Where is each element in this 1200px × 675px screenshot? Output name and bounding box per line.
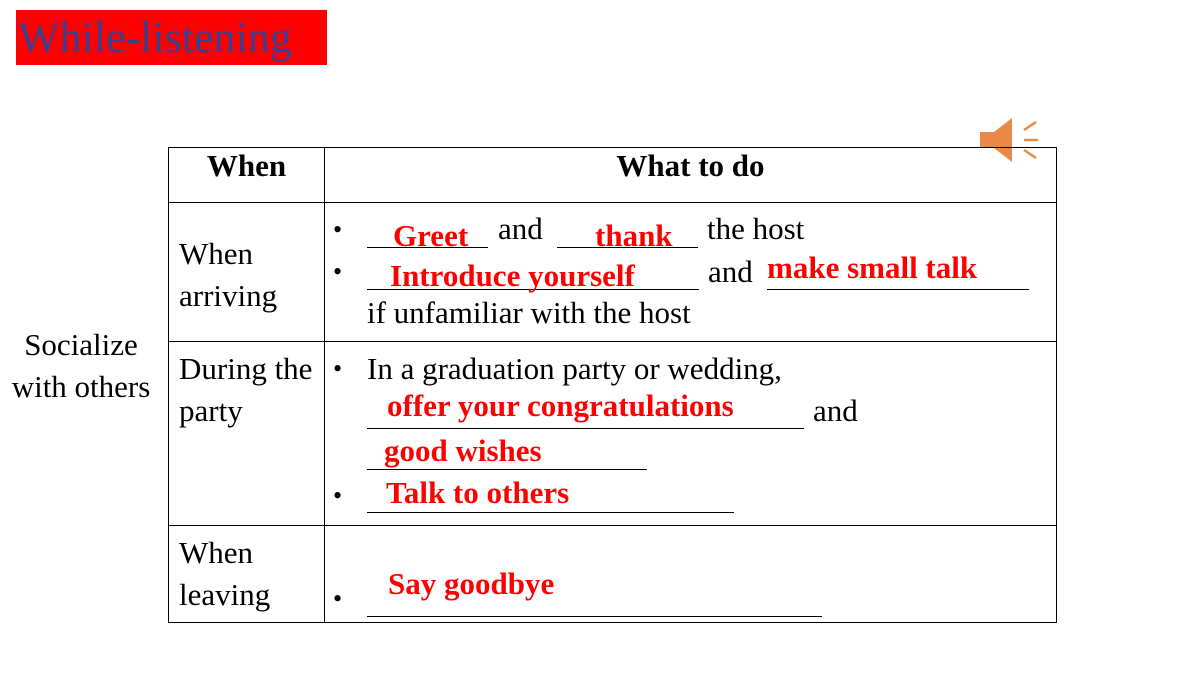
blank-line xyxy=(367,512,734,513)
header-when: When xyxy=(169,148,325,203)
when-label: When leaving xyxy=(179,535,271,612)
answer-greet: Greet xyxy=(393,218,469,253)
answer-introduce-yourself: Introduce yourself xyxy=(390,258,635,293)
bullet: • xyxy=(333,354,343,383)
table-row-during-party xyxy=(169,342,1057,526)
answer-say-goodbye: Say goodbye xyxy=(388,566,555,601)
blank-line xyxy=(367,428,804,429)
blank-line xyxy=(767,289,1029,290)
table-row-arriving xyxy=(169,203,1057,342)
row-group-label: Socialize with others xyxy=(11,327,151,404)
bullet: • xyxy=(333,257,343,286)
blank-line xyxy=(367,616,822,617)
when-label: When arriving xyxy=(179,236,278,313)
when-label: During the party xyxy=(179,351,313,428)
bullet: • xyxy=(333,481,343,510)
answer-good-wishes: good wishes xyxy=(384,433,542,468)
table-row-leaving xyxy=(169,526,1057,623)
text-the-host: the host xyxy=(707,211,805,246)
bullet: • xyxy=(333,215,343,244)
text-graduation-party: In a graduation party or wedding, xyxy=(367,351,782,386)
connector-and: and xyxy=(708,254,753,289)
answer-thank: thank xyxy=(595,218,673,253)
answer-talk-to-others: Talk to others xyxy=(386,475,570,510)
connector-and: and xyxy=(813,393,858,428)
blank-line xyxy=(367,469,647,470)
answer-make-small-talk: make small talk xyxy=(767,250,978,285)
answer-offer-congratulations: offer your congratulations xyxy=(387,388,734,423)
connector-and: and xyxy=(498,211,543,246)
bullet: • xyxy=(333,584,343,613)
activity-table xyxy=(168,147,1057,623)
text-if-unfamiliar: if unfamiliar with the host xyxy=(367,295,691,330)
header-what-to-do: What to do xyxy=(325,148,1057,203)
page-title: While-listening xyxy=(18,13,292,62)
